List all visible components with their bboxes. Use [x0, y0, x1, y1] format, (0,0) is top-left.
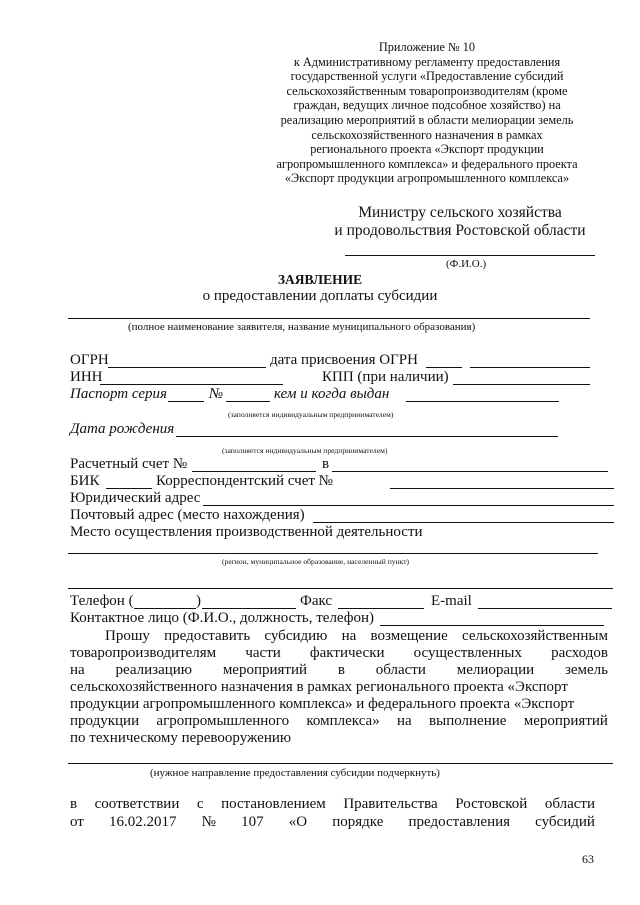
- word: осуществленных: [413, 645, 522, 661]
- legal-address-field[interactable]: [203, 505, 614, 506]
- phone-field[interactable]: [202, 608, 296, 609]
- applicant-caption: (полное наименование заявителя, название муниципального образования): [128, 321, 476, 333]
- contact-field[interactable]: [380, 625, 604, 626]
- account-bank-label: в: [322, 456, 330, 472]
- corr-account-field[interactable]: [390, 488, 614, 489]
- word: 16.02.2017: [109, 814, 177, 830]
- word: сельскохозяйственным: [462, 628, 608, 644]
- word: на: [70, 662, 85, 678]
- page-number: 63: [582, 852, 594, 866]
- word: в: [337, 662, 345, 678]
- word: субсидию: [264, 628, 328, 644]
- word: в: [70, 796, 78, 812]
- corr-account-label: Корреспондентский счет №: [156, 473, 333, 489]
- word: соответствии: [94, 796, 180, 812]
- email-label: E-mail: [431, 593, 472, 609]
- word: предоставления: [408, 814, 511, 830]
- account-field[interactable]: [192, 471, 316, 472]
- word: Ростовской: [455, 796, 528, 812]
- word: предоставить: [164, 628, 251, 644]
- fio-caption: (Ф.И.О.): [446, 258, 487, 270]
- word: расходов: [551, 645, 608, 661]
- word: порядке: [332, 814, 384, 830]
- word: от: [70, 814, 84, 830]
- word: Прошу: [105, 628, 150, 644]
- ogrn-date-field[interactable]: [470, 367, 590, 368]
- request-line: сельскохозяйственного назначения в рамках регионального проекта «Экспорт: [70, 679, 568, 695]
- request-line: по техническому перевооружению: [70, 730, 292, 746]
- production-place-field-2[interactable]: [68, 588, 613, 589]
- email-field[interactable]: [478, 608, 612, 609]
- applicant-name-line[interactable]: [68, 318, 590, 319]
- resolution-line: [70, 796, 595, 813]
- word: на: [341, 628, 357, 644]
- word: возмещение: [370, 628, 448, 644]
- word: мероприятий: [222, 662, 308, 678]
- word: мероприятий: [523, 713, 608, 729]
- word: мелиорации: [456, 662, 535, 678]
- postal-address-field[interactable]: [313, 522, 614, 523]
- document-title: ЗАЯВЛЕНИЕ: [277, 272, 363, 287]
- word: с: [196, 796, 204, 812]
- region-caption: (регион, муниципальное образование, населенный пункт): [222, 557, 410, 566]
- inn-label: ИНН: [70, 369, 103, 385]
- word: «О: [288, 814, 308, 830]
- word: 107: [241, 814, 264, 830]
- phone-paren: ): [196, 593, 201, 609]
- request-line: [70, 645, 608, 662]
- word: на: [397, 713, 412, 729]
- request-line: [105, 628, 608, 645]
- ogrn-date-label: дата присвоения ОГРН: [270, 352, 418, 368]
- postal-address-label: Почтовый адрес (место нахождения): [70, 507, 305, 523]
- kpp-label: КПП (при наличии): [322, 369, 449, 385]
- passport-number-field[interactable]: [226, 401, 270, 402]
- passport-number-label: №: [209, 386, 224, 402]
- appendix-line: к Административному регламенту предоставления: [293, 54, 561, 69]
- addressee-line-1: Министру сельского хозяйства: [358, 204, 562, 221]
- inn-field[interactable]: [100, 384, 283, 385]
- bik-field[interactable]: [106, 488, 152, 489]
- addressee-line-2: и продовольствия Ростовской области: [334, 222, 586, 239]
- phone-code-field[interactable]: [134, 608, 196, 609]
- word: выполнение: [429, 713, 507, 729]
- word: области: [375, 662, 426, 678]
- direction-field[interactable]: [68, 763, 613, 764]
- appendix-line: государственной услуги «Предоставление субсидий: [290, 69, 564, 84]
- appendix-line: сельскохозяйственного назначения в рамках: [311, 127, 543, 142]
- fax-label: Факс: [300, 593, 333, 609]
- passport-series-label: Паспорт серия: [70, 386, 167, 402]
- phone-label: Телефон (: [70, 593, 134, 609]
- account-bank-field[interactable]: [332, 471, 608, 472]
- ip-note: (заполняется индивидуальным предпринимателем): [228, 410, 394, 419]
- word: реализацию: [115, 662, 192, 678]
- appendix-line: реализацию мероприятий в области мелиорации земель: [280, 112, 574, 127]
- appendix-header: [262, 40, 592, 186]
- request-line: [70, 713, 608, 730]
- word: фактически: [309, 645, 385, 661]
- fio-line[interactable]: [345, 255, 595, 256]
- word: части: [245, 645, 281, 661]
- production-place-label: Место осуществления производственной деятельности: [70, 524, 423, 540]
- word: комплекса»: [306, 713, 380, 729]
- word: Правительства: [343, 796, 438, 812]
- word: №: [201, 814, 216, 830]
- legal-address-label: Юридический адрес: [70, 490, 201, 506]
- appendix-line: Приложение № 10: [378, 40, 476, 54]
- ogrn-label: ОГРН: [70, 352, 109, 368]
- appendix-line: сельскохозяйственным товаропроизводителям (кроме: [286, 83, 568, 98]
- kpp-field[interactable]: [453, 384, 590, 385]
- appendix-line: агропромышленного комплекса» и федерального проекта: [276, 156, 578, 171]
- bik-label: БИК: [70, 473, 100, 489]
- passport-series-field[interactable]: [168, 401, 204, 402]
- word: агропромышленного: [156, 713, 290, 729]
- appendix-line: «Экспорт продукции агропромышленного комплекса»: [284, 171, 570, 186]
- birth-date-label: Дата рождения: [70, 421, 175, 437]
- ogrn-field[interactable]: [108, 367, 266, 368]
- ip-note: (заполняется индивидуальным предпринимателем): [222, 446, 388, 455]
- word: области: [544, 796, 595, 812]
- addressee: [320, 204, 600, 240]
- request-line: продукции агропромышленного комплекса» и федерального проекта «Экспорт: [70, 696, 575, 712]
- passport-issued-label: кем и когда выдан: [274, 386, 390, 402]
- resolution-line: [70, 814, 595, 831]
- word: земель: [564, 662, 608, 678]
- word: субсидий: [535, 814, 595, 830]
- appendix-line: граждан, ведущих личное подсобное хозяйство) на: [293, 98, 561, 113]
- passport-issued-field[interactable]: [406, 401, 559, 402]
- production-place-field[interactable]: [68, 553, 598, 554]
- birth-date-field[interactable]: [176, 436, 558, 437]
- request-line: [70, 662, 608, 679]
- contact-label: Контактное лицо (Ф.И.О., должность, телефон): [70, 610, 375, 626]
- account-label: Расчетный счет №: [70, 456, 188, 472]
- ogrn-date-day-field[interactable]: [426, 367, 462, 368]
- appendix-line: регионального проекта «Экспорт продукции: [310, 142, 544, 157]
- word: товаропроизводителям: [70, 645, 217, 661]
- word: продукции: [70, 713, 140, 729]
- word: постановлением: [221, 796, 326, 812]
- direction-caption: (нужное направление предоставления субсидии подчеркнуть): [150, 767, 440, 779]
- fax-field[interactable]: [338, 608, 424, 609]
- document-subtitle: о предоставлении доплаты субсидии: [202, 288, 438, 304]
